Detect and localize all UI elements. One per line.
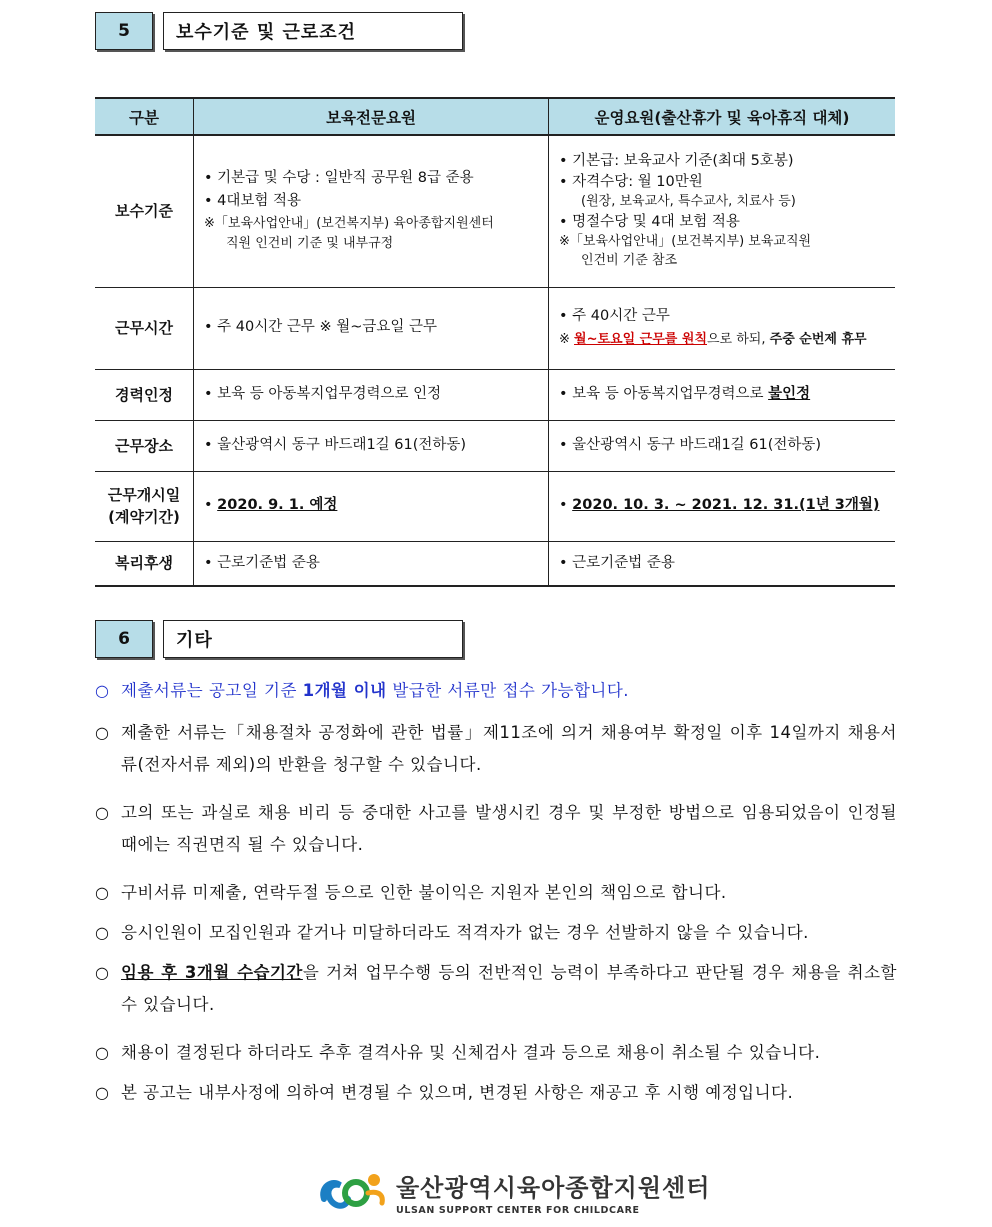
- table-cell: [194, 541, 549, 586]
- underlined-text: 임용 후 3개월 수습기간: [121, 963, 303, 982]
- note-bold: 주중 순번제 휴무: [769, 332, 867, 347]
- item-text: 제출한 서류는「채용절차 공정화에 관한 법률」제11조에 의거 채용여부 확정일 이후 14일까지 채용서류(전자서류 제외)의 반환을 청구할 수 있습니다.: [121, 723, 897, 774]
- note-text: ※「보육사업안내」(보건복지부) 보육교직원: [559, 234, 812, 250]
- bullet-text: • 울산광역시 동구 바드래1길 61(전하동): [559, 434, 885, 457]
- list-item: [95, 1037, 897, 1069]
- list-item: [95, 917, 897, 949]
- bullet-text: • 기본급: 보육교사 기준(최대 5호봉): [559, 151, 885, 172]
- item-text: 구비서류 미제출, 연락두절 등으로 인한 불이익은 지원자 본인의 책임으로 합니다.: [121, 883, 727, 902]
- text-part: 제출서류는 공고일 기준: [121, 681, 303, 700]
- row-label: 경력인정: [95, 369, 194, 420]
- list-item: [95, 877, 897, 909]
- table-row: [95, 287, 895, 369]
- section-title: 보수기준 및 근로조건: [163, 12, 463, 50]
- bullet-text: [204, 494, 538, 517]
- bullet-text: • 4대보험 적용: [204, 190, 538, 213]
- section-title: 기타: [163, 620, 463, 658]
- table-cell: [549, 471, 896, 541]
- note-prefix: ※: [559, 332, 575, 347]
- bullet-text: • 기본급 및 수당 : 일반직 공무원 8급 준용: [204, 167, 538, 190]
- bullet-text: [559, 383, 885, 406]
- note-text: (원장, 보육교사, 특수교사, 치료사 등): [581, 194, 796, 210]
- footer-logo: [318, 1168, 710, 1216]
- underlined-text: 2020. 10. 3. ~ 2021. 12. 31.(1년 3개월): [572, 497, 880, 514]
- note-text: [559, 332, 867, 347]
- table-cell: [549, 135, 896, 287]
- circle-marker: ○: [95, 963, 109, 982]
- list-item: [95, 957, 897, 1021]
- list-item: [95, 675, 897, 707]
- col-header-specialist: 보육전문요원: [194, 98, 549, 135]
- row-label: 근무시간: [95, 287, 194, 369]
- highlight-red: 월~토요일 근무를 원칙: [574, 332, 707, 347]
- item-text: [121, 675, 897, 707]
- conditions-table: [95, 97, 895, 587]
- notice-list: [95, 675, 897, 1125]
- text-part: 을 거쳐 업무수행 등의 전반적인 능력이 부족하다고 판단될 경우 채용을 취소할 수 있습니다.: [121, 963, 897, 1014]
- list-item: [95, 1077, 897, 1109]
- circle-marker: ○: [95, 883, 109, 902]
- table-cell: [194, 471, 549, 541]
- section-number: 6: [95, 620, 153, 658]
- underlined-text: 불인정: [768, 385, 811, 402]
- item-text: [121, 957, 897, 1021]
- table-cell: [194, 135, 549, 287]
- row-label: 근무장소: [95, 420, 194, 471]
- table-cell: [194, 287, 549, 369]
- note-text: 직원 인건비 기준 및 내부규정: [226, 236, 394, 252]
- item-text: 응시인원이 모집인원과 같거나 미달하더라도 적격자가 없는 경우 선발하지 않을 수 있습니다.: [121, 923, 809, 942]
- bullet-text: • 명절수당 및 4대 보험 적용: [559, 212, 885, 233]
- item-text: 고의 또는 과실로 채용 비리 등 중대한 사고를 발생시킨 경우 및 부정한 방법으로 임용되었음이 인정될 때에는 직권면직 될 수 있습니다.: [121, 803, 897, 854]
- table-row: [95, 541, 895, 586]
- circle-marker: ○: [95, 681, 109, 700]
- row-label: 보수기준: [95, 135, 194, 287]
- col-header-category: 구분: [95, 98, 194, 135]
- list-item: [95, 797, 897, 861]
- bullet-text: • 울산광역시 동구 바드래1길 61(전하동): [204, 434, 538, 457]
- table-cell: [194, 369, 549, 420]
- note-text: ※「보육사업안내」(보건복지부) 육아종합지원센터: [204, 215, 494, 231]
- note-text: 인건비 기준 참조: [581, 253, 678, 269]
- list-item: [95, 717, 897, 781]
- bullet-text: • 주 40시간 근무 ※ 월~금요일 근무: [204, 316, 538, 339]
- org-name-english: ULSAN SUPPORT CENTER FOR CHILDCARE: [396, 1205, 640, 1216]
- item-text: 본 공고는 내부사정에 의하여 변경될 수 있으며, 변경된 사항은 재공고 후 시행 예정입니다.: [121, 1083, 794, 1102]
- org-name-korean: 울산광역시육아종합지원센터: [396, 1174, 711, 1202]
- circle-marker: ○: [95, 1043, 109, 1062]
- bullet-text: [559, 494, 885, 517]
- text-part: 발급한 서류만 접수 가능합니다.: [386, 681, 630, 700]
- table-row: [95, 471, 895, 541]
- table-cell: [549, 369, 896, 420]
- bullet-text: • 자격수당: 월 10만원: [559, 172, 885, 193]
- bullet-text: • 근로기준법 준용: [204, 552, 538, 575]
- table-row: [95, 135, 895, 287]
- table-header-row: [95, 98, 895, 135]
- table-row: [95, 420, 895, 471]
- center-logo-icon: [318, 1169, 390, 1215]
- circle-marker: ○: [95, 923, 109, 942]
- table-cell: [194, 420, 549, 471]
- row-label: 복리후생: [95, 541, 194, 586]
- row-label-line: (계약기간): [108, 508, 180, 526]
- circle-marker: ○: [95, 803, 109, 822]
- text-part: 보육 등 아동복지업무경력으로: [572, 385, 769, 402]
- note-mid: 으로 하되,: [707, 332, 770, 347]
- bullet-text: • 근로기준법 준용: [559, 552, 885, 575]
- section-5-header: [95, 12, 463, 50]
- table-row: [95, 369, 895, 420]
- section-number: 5: [95, 12, 153, 50]
- row-label: [95, 471, 194, 541]
- circle-marker: ○: [95, 1083, 109, 1102]
- table-cell: [549, 420, 896, 471]
- table-cell: [549, 287, 896, 369]
- col-header-operator: 운영요원(출산휴가 및 육아휴직 대체): [549, 98, 896, 135]
- bold-text: 1개월 이내: [302, 681, 387, 700]
- circle-marker: ○: [95, 723, 109, 742]
- row-label-line: 근무개시일: [107, 485, 181, 504]
- item-text: 채용이 결정된다 하더라도 추후 결격사유 및 신체검사 결과 등으로 채용이 취소될 수 있습니다.: [121, 1043, 821, 1062]
- table-cell: [549, 541, 896, 586]
- section-6-header: [95, 620, 463, 658]
- bullet-text: • 보육 등 아동복지업무경력으로 인정: [204, 383, 538, 406]
- underlined-text: 2020. 9. 1. 예정: [217, 497, 338, 514]
- bullet-text: • 주 40시간 근무: [559, 305, 885, 328]
